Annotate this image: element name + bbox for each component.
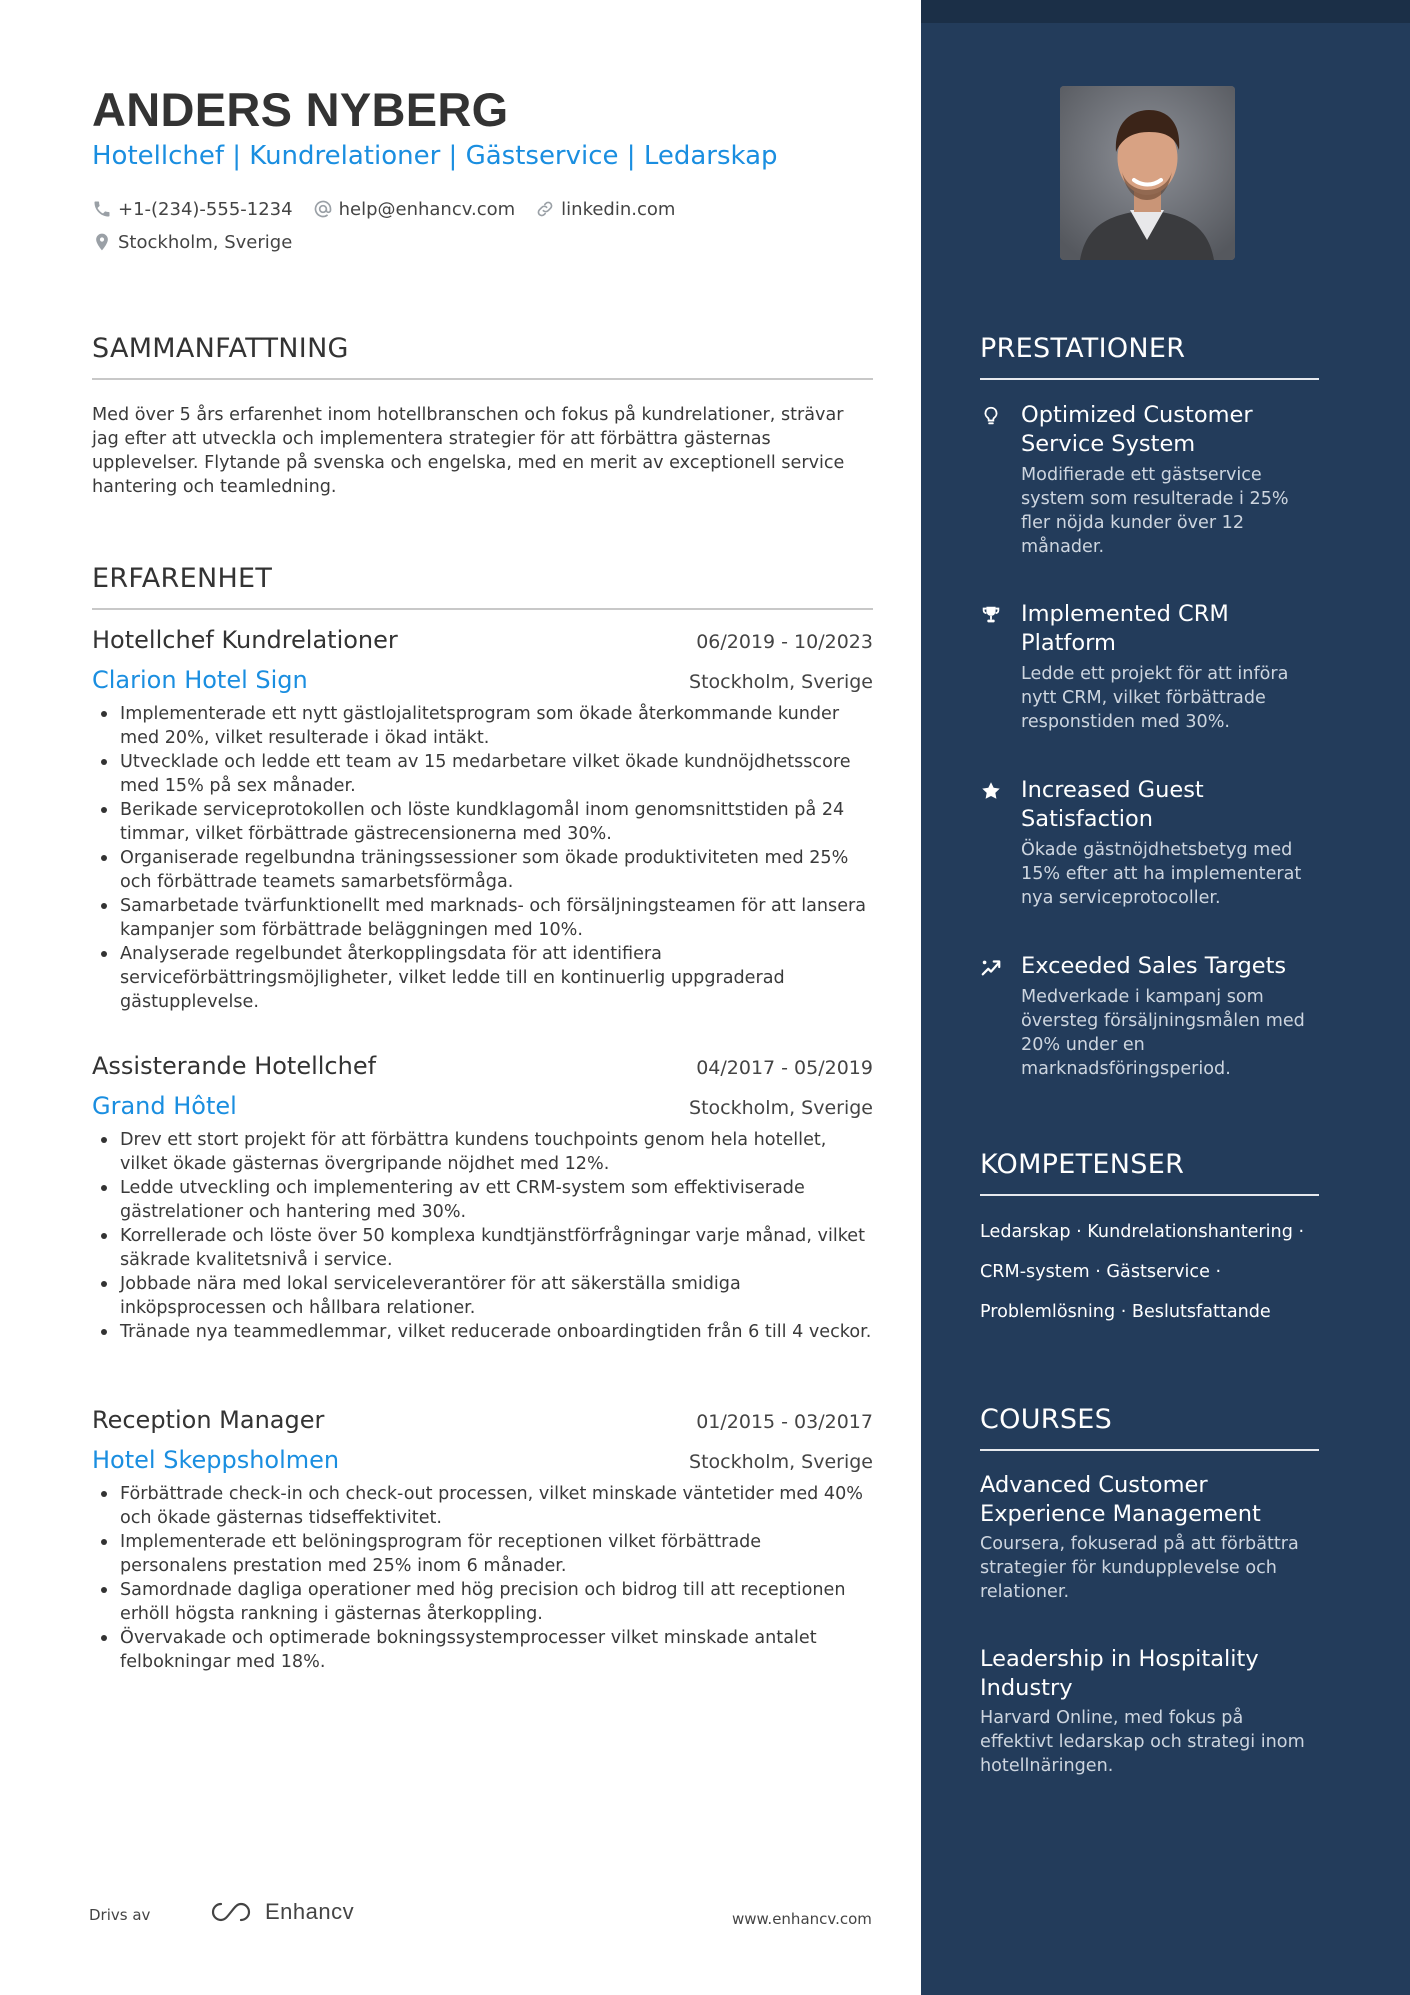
profile-photo: [1060, 86, 1235, 260]
star-icon: [980, 780, 1002, 802]
contact-info: [92, 196, 873, 262]
bullet-item: Samordnade dagliga operationer med hög precision och bidrog till att receptionen erhöll högsta rankning i gästernas återkoppling.: [92, 1578, 873, 1626]
bullet-item: Tränade nya teammedlemmar, vilket reducerade onboardingtiden från 6 till 4 veckor.: [92, 1320, 873, 1344]
job-dates: 04/2017 - 05/2019: [696, 1057, 873, 1079]
phone-text: +1-(234)-555-1234: [118, 198, 293, 220]
achievement-item: [980, 776, 1319, 910]
course-title: Advanced Customer Experience Management: [980, 1472, 1261, 1527]
achievement-title: Implemented CRM Platform: [1021, 601, 1229, 656]
courses-heading: COURSES: [980, 1404, 1113, 1435]
bullet-item: Berikade serviceprotokollen och löste kundklagomål inom genomsnittstiden på 24 timmar, vilket förbättrade gästrecensionerna med 30%.: [92, 798, 873, 846]
courses-divider: [980, 1449, 1319, 1451]
skills-heading: KOMPETENSER: [980, 1149, 1185, 1180]
job-dates: 06/2019 - 10/2023: [696, 631, 873, 653]
achievement-item: [980, 952, 1319, 1081]
job-title: Assisterande Hotellchef: [92, 1052, 377, 1080]
achievement-description: Modifierade ett gästservice system som resulterade i 25% fler nöjda kunder över 12 månader.: [1021, 465, 1289, 557]
summary-divider: [92, 378, 873, 380]
achievements-heading: PRESTATIONER: [980, 333, 1186, 364]
sidebar-top-band: [921, 0, 1410, 23]
job-entry: [92, 1052, 873, 1344]
bullet-item: Drev ett stort projekt för att förbättra kundens touchpoints genom hela hotellet, vilket ökade gästernas övergripande nöjdhet med 12%.: [92, 1128, 873, 1176]
powered-by-label: Drivs av: [89, 1906, 151, 1924]
bullet-item: Korrellerade och löste över 50 komplexa kundtjänstförfrågningar varje månad, vilket säkrade kvalitetsnivå i service.: [92, 1224, 873, 1272]
contact-location: [92, 232, 292, 253]
bullet-item: Implementerade ett nytt gästlojalitetsprogram som ökade återkommande kunder med 20%, vilket resulterade i ökad intäkt.: [92, 702, 873, 750]
job-entry: [92, 626, 873, 1014]
job-bullets: [92, 702, 873, 1014]
achievement-title: Exceeded Sales Targets: [1021, 953, 1287, 979]
location-text: Stockholm, Sverige: [118, 231, 293, 253]
bullet-item: Organiserade regelbundna träningssessioner som ökade produktiviteten med 25% och förbättrade teamets samarbetsförmåga.: [92, 846, 873, 894]
course-description: Harvard Online, med fokus på effektivt ledarskap och strategi inom hotellnäringen.: [980, 1708, 1305, 1776]
job-location: Stockholm, Sverige: [689, 1097, 873, 1119]
skills-line: Problemlösning · Beslutsfattande: [980, 1302, 1271, 1322]
at-icon: [313, 199, 333, 219]
achievement-description: Ledde ett projekt för att införa nytt CRM, vilket förbättrade responstiden med 30%.: [1021, 664, 1289, 732]
job-bullets: [92, 1128, 873, 1344]
contact-email[interactable]: [313, 199, 516, 220]
lightbulb-icon: [980, 405, 1002, 427]
bullet-item: Förbättrade check-in och check-out processen, vilket minskade väntetider med 40% och ökade gästernas tidseffektivitet.: [92, 1482, 873, 1530]
achievement-description: Ökade gästnöjdhetsbetyg med 15% efter att ha implementerat nya serviceprotocoller.: [1021, 840, 1302, 908]
skills-line: Ledarskap · Kundrelationshantering ·: [980, 1222, 1305, 1242]
achievement-item: [980, 401, 1319, 559]
enhancv-brand-text: Enhancv: [265, 1899, 355, 1924]
job-entry: [92, 1406, 873, 1674]
achievement-title: Increased Guest Satisfaction: [1021, 777, 1204, 832]
bullet-item: Samarbetade tvärfunktionellt med marknads- och försäljningsteamen för att lansera kampanjer som förbättrade beläggningen med 10%.: [92, 894, 873, 942]
job-dates: 01/2015 - 03/2017: [696, 1411, 873, 1433]
link-icon: [535, 199, 555, 219]
profile-portrait-icon: [1060, 86, 1235, 260]
bullet-item: Jobbade nära med lokal serviceleverantörer för att säkerställa smidiga inköpsprocessen och hållbara relationer.: [92, 1272, 873, 1320]
email-text: help@enhancv.com: [338, 198, 516, 220]
bullet-item: Ledde utveckling och implementering av ett CRM-system som effektiviserade gästrelationer och hantering med 30%.: [92, 1176, 873, 1224]
job-company: Clarion Hotel Sign: [92, 666, 308, 694]
summary-heading: SAMMANFATTNING: [92, 333, 349, 364]
headline: Hotellchef | Kundrelationer | Gästservice | Ledarskap: [92, 141, 778, 171]
bullet-item: Utvecklade och ledde ett team av 15 medarbetare vilket ökade kundnöjdhetsscore med 15% på sex månader.: [92, 750, 873, 798]
contact-linkedin[interactable]: [535, 199, 675, 220]
footer-url[interactable]: www.enhancv.com: [732, 1910, 872, 1928]
course-title: Leadership in Hospitality Industry: [980, 1646, 1259, 1701]
skills-divider: [980, 1194, 1319, 1196]
main-column: [92, 0, 873, 1995]
skills-line: CRM-system · Gästservice ·: [980, 1262, 1222, 1282]
summary-text: Med över 5 års erfarenhet inom hotellbranschen och fokus på kundrelationer, strävar jag efter att utveckla och implementera strategier för att förbättra gästernas upplevelser. Flytande på svenska och engelska, med en merit av exceptionell service hantering och teamledning.: [92, 405, 845, 497]
enhancv-logo[interactable]: [207, 1899, 354, 1925]
job-company: Grand Hôtel: [92, 1092, 237, 1120]
job-title: Reception Manager: [92, 1406, 325, 1434]
job-bullets: [92, 1482, 873, 1674]
linkedin-text: linkedin.com: [561, 198, 676, 220]
achievements-divider: [980, 378, 1319, 380]
phone-icon: [92, 199, 112, 219]
job-location: Stockholm, Sverige: [689, 671, 873, 693]
job-company: Hotel Skeppsholmen: [92, 1446, 340, 1474]
course-item: [980, 1471, 1319, 1604]
achievement-description: Medverkade i kampanj som översteg försäljningsmålen med 20% under en marknadsföringsperiod.: [1021, 987, 1305, 1079]
skills-list: [980, 1212, 1325, 1332]
trophy-icon: [980, 604, 1002, 626]
achievement-item: [980, 600, 1319, 734]
bullet-item: Implementerade ett belöningsprogram för receptionen vilket förbättrade personalens prestation med 25% inom 6 månader.: [92, 1530, 873, 1578]
bullet-item: Analyserade regelbundet återkopplingsdata för att identifiera serviceförbättringsmöjligheter, vilket ledde till en kontinuerlig uppgraderad gästupplevelse.: [92, 942, 873, 1014]
experience-heading: ERFARENHET: [92, 563, 273, 594]
course-description: Coursera, fokuserad på att förbättra strategier för kundupplevelse och relationer.: [980, 1534, 1299, 1602]
achievement-title: Optimized Customer Service System: [1021, 402, 1253, 457]
enhancv-logo-icon: [207, 1900, 255, 1924]
bullet-item: Övervakade och optimerade bokningssystemprocesser vilket minskade antalet felbokningar med 18%.: [92, 1626, 873, 1674]
course-item: [980, 1645, 1319, 1778]
trend-up-icon: [980, 956, 1002, 978]
sidebar: [921, 0, 1410, 1995]
candidate-name: ANDERS NYBERG: [92, 83, 509, 136]
location-pin-icon: [92, 232, 112, 252]
experience-divider: [92, 608, 873, 610]
job-location: Stockholm, Sverige: [689, 1451, 873, 1473]
job-title: Hotellchef Kundrelationer: [92, 626, 398, 654]
contact-phone[interactable]: [92, 199, 293, 220]
